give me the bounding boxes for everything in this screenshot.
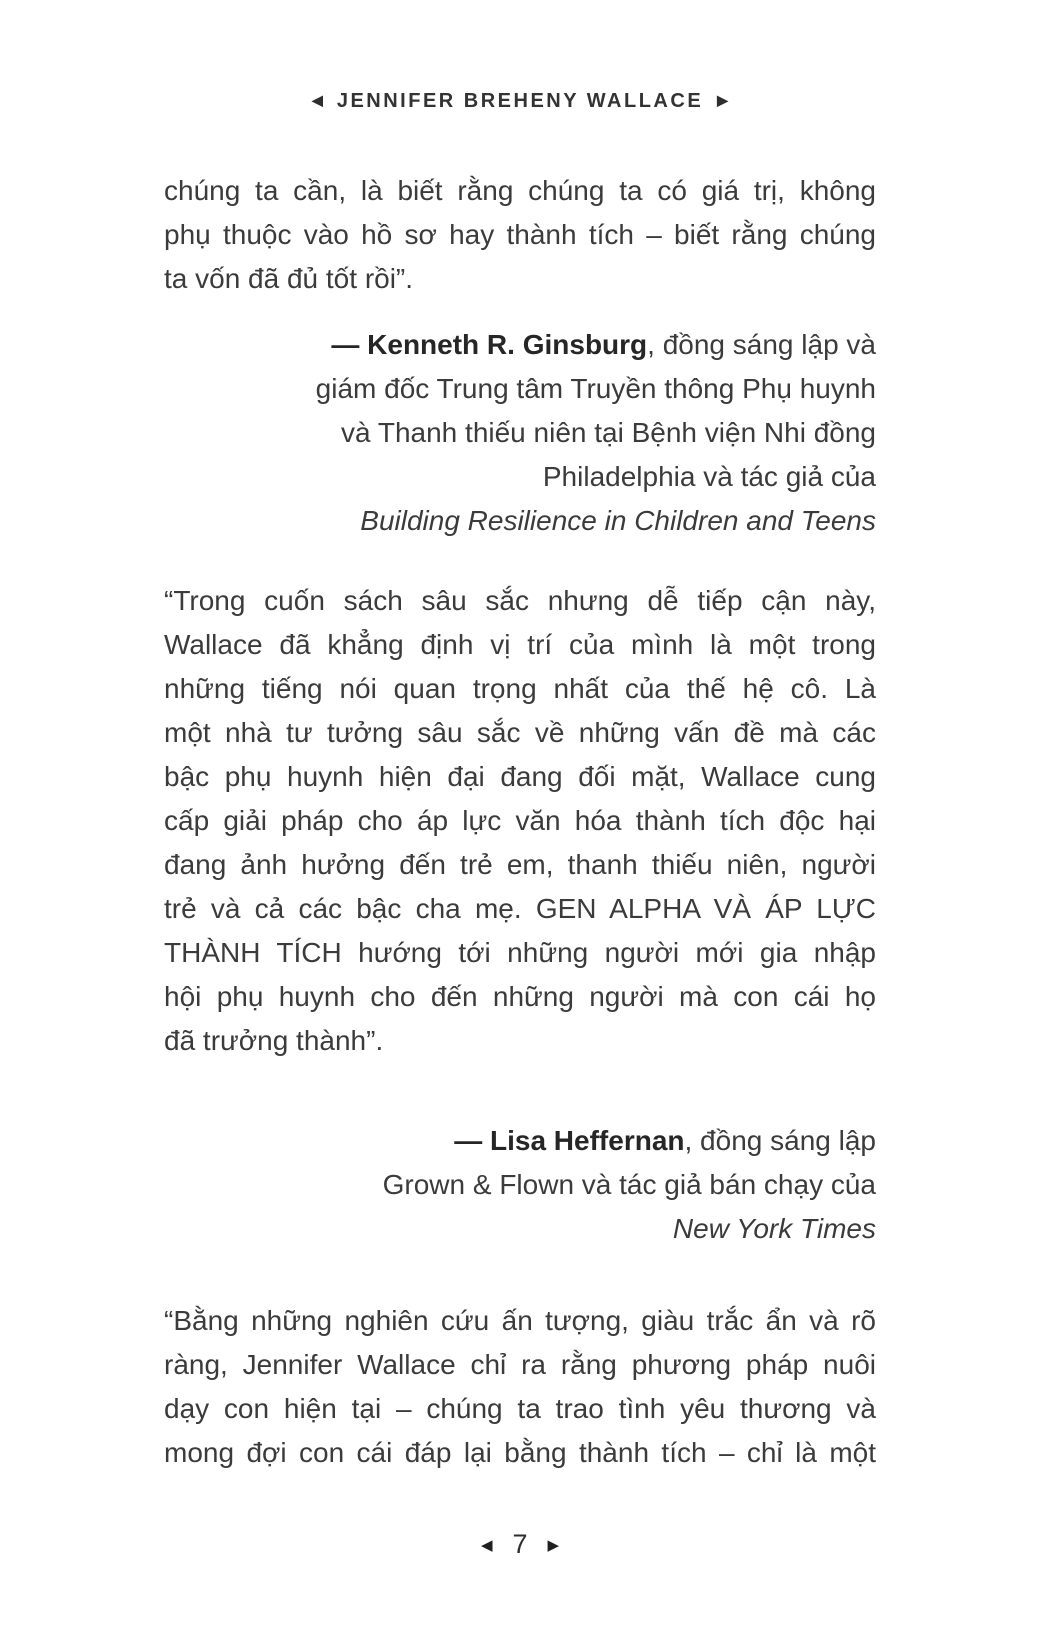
left-triangle-icon: ◀ (480, 1537, 493, 1554)
text-line: Wallace đã khẳng định vị trí của mình là một trong (164, 629, 876, 660)
attribution-author-name: — Kenneth R. Ginsburg (331, 329, 648, 360)
attribution-work-title: New York Times (672, 1213, 876, 1244)
text-line: hội phụ huynh cho đến những người mà con cái họ (164, 981, 876, 1012)
paragraph-review-wallace (164, 579, 876, 1063)
left-triangle-icon: ◀ (312, 92, 323, 108)
attribution-work-title: Building Resilience in Children and Teens (360, 505, 876, 536)
text-line: đã trưởng thành”. (164, 1025, 384, 1056)
attribution-lisa-heffernan (164, 1119, 876, 1251)
text-line: trẻ và cả các bậc cha mẹ. GEN ALPHA VÀ ÁP LỰC (164, 893, 876, 924)
attribution-line (164, 323, 876, 367)
attribution-line: và Thanh thiếu niên tại Bệnh viện Nhi đồng (341, 417, 876, 448)
text-line: đang ảnh hưởng đến trẻ em, thanh thiếu niên, người (164, 849, 876, 880)
text-line: cấp giải pháp cho áp lực văn hóa thành tích độc hại (164, 805, 876, 836)
attribution-line: Philadelphia và tác giả của (542, 461, 876, 492)
right-triangle-icon: ▶ (547, 1537, 560, 1554)
text-line: “Bằng những nghiên cứu ấn tượng, giàu trắc ẩn và rõ (164, 1305, 876, 1336)
text-line: “Trong cuốn sách sâu sắc nhưng dễ tiếp cận này, (164, 585, 876, 616)
text-line: phụ thuộc vào hồ sơ hay thành tích – biết rằng chúng (164, 219, 876, 250)
attribution-author-role: , đồng sáng lập (684, 1125, 876, 1156)
running-header (164, 88, 876, 115)
page-number: 7 (512, 1529, 528, 1559)
text-line: ràng, Jennifer Wallace chỉ ra rằng phương pháp nuôi (164, 1349, 876, 1380)
attribution-line (164, 1119, 876, 1163)
text-line: những tiếng nói quan trọng nhất của thế hệ cô. Là (164, 673, 876, 704)
paragraph-quote-continuation (164, 169, 876, 301)
right-triangle-icon: ▶ (717, 92, 728, 108)
page-footer (0, 1529, 1040, 1560)
attribution-author-name: — Lisa Heffernan (454, 1125, 685, 1156)
paragraph-review-research (164, 1299, 876, 1475)
text-line: THÀNH TÍCH hướng tới những người mới gia nhập (164, 937, 876, 968)
attribution-line: giám đốc Trung tâm Truyền thông Phụ huynh (315, 373, 876, 404)
text-line: bậc phụ huynh hiện đại đang đối mặt, Wallace cung (164, 761, 876, 792)
attribution-line: Grown & Flown và tác giả bán chạy của (382, 1169, 876, 1200)
text-line: mong đợi con cái đáp lại bằng thành tích – chỉ là một (164, 1437, 876, 1468)
running-header-title: JENNIFER BREHENY WALLACE (336, 90, 704, 112)
attribution-kenneth-ginsburg (164, 323, 876, 543)
text-line: chúng ta cần, là biết rằng chúng ta có giá trị, không (164, 175, 876, 206)
attribution-author-role: , đồng sáng lập và (647, 329, 876, 360)
text-line: một nhà tư tưởng sâu sắc về những vấn đề mà các (164, 717, 876, 748)
text-line: ta vốn đã đủ tốt rồi”. (164, 263, 414, 294)
text-line: dạy con hiện tại – chúng ta trao tình yêu thương và (164, 1393, 876, 1424)
